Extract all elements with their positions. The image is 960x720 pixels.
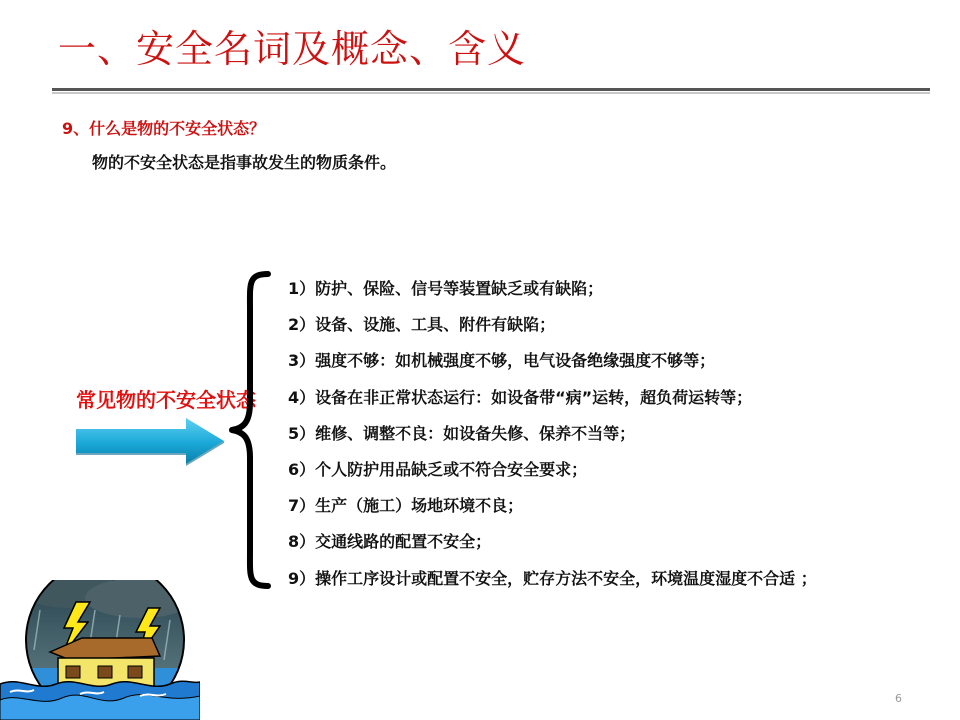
title-divider-shadow bbox=[52, 92, 930, 94]
slide-title: 一、安全名词及概念、含义 bbox=[58, 27, 527, 71]
list-item: 6）个人防护用品缺乏或不符合安全要求； bbox=[288, 459, 588, 479]
question-heading: 9、什么是物的不安全状态？ bbox=[62, 119, 266, 138]
right-arrow-icon bbox=[76, 416, 226, 466]
unsafe-state-list bbox=[288, 276, 817, 602]
page-number: 6 bbox=[895, 692, 902, 705]
list-item: 8）交通线路的配置不安全； bbox=[288, 532, 492, 552]
title-divider bbox=[52, 88, 930, 91]
list-item: 2）设备、设施、工具、附件有缺陷； bbox=[288, 315, 556, 335]
side-label: 常见物的不安全状态 bbox=[76, 388, 256, 412]
list-item: 3）强度不够：如机械强度不够，电气设备绝缘强度不够等； bbox=[288, 351, 716, 371]
list-item: 5）维修、调整不良：如设备失修、保养不当等； bbox=[288, 423, 636, 443]
flood-house-storm-icon bbox=[0, 580, 200, 720]
definition-text: 物的不安全状态是指事故发生的物质条件。 bbox=[92, 153, 397, 172]
list-item: 4）设备在非正常状态运行：如设备带“病”运转，超负荷运转等； bbox=[288, 387, 753, 407]
list-item: 1）防护、保险、信号等装置缺乏或有缺陷； bbox=[288, 279, 604, 298]
list-item: 9）操作工序设计或配置不安全，贮存方法不安全，环境温度湿度不合适 ； bbox=[288, 568, 817, 588]
list-item: 7）生产（施工）场地环境不良； bbox=[288, 496, 524, 516]
left-brace-icon bbox=[228, 270, 274, 590]
